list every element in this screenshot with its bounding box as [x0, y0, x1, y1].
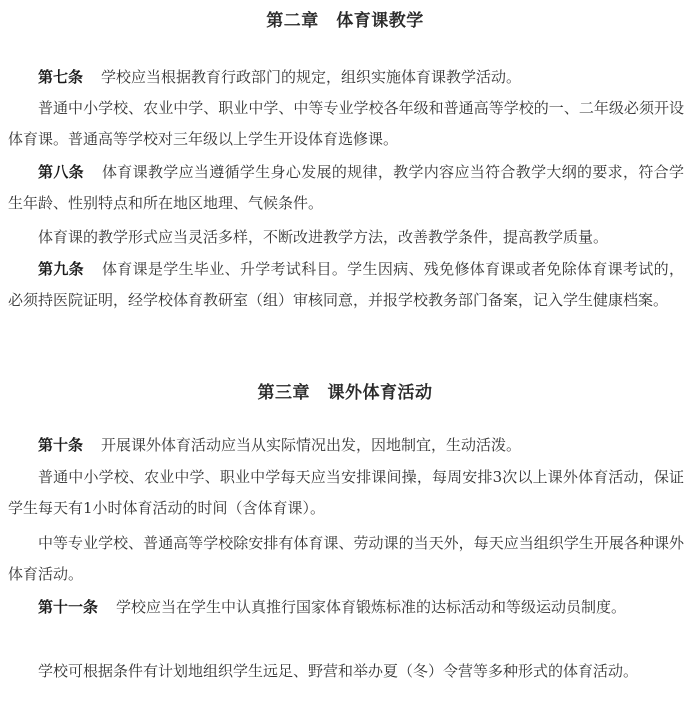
article-10-paragraph-3: 中等专业学校、普通高等学校除安排有体育课、劳动课的当天外，每天应当组织学生开展各种课外体育活动。: [8, 534, 684, 583]
article-7-label: 第七条: [38, 68, 84, 86]
article-10-paragraph-2: 普通中小学校、农业中学、职业中学每天应当安排课间操，每周安排3次以上课外体育活动，保证学生每天有1小时体育活动的时间（含体育课）。: [8, 468, 684, 517]
article-7: [8, 62, 684, 93]
article-11-label: 第十一条: [38, 598, 99, 616]
article-9-label: 第九条: [38, 260, 84, 278]
chapter-3-title: 第三章 课外体育活动: [257, 383, 433, 403]
article-11: [8, 592, 684, 623]
article-10-label: 第十条: [38, 436, 84, 454]
article-10-text: 开展课外体育活动应当从实际情况出发，因地制宜，生动活泼。: [101, 436, 522, 454]
article-8: [8, 157, 684, 219]
article-8-text: 体育课教学应当遵循学生身心发展的规律，教学内容应当符合教学大纲的要求，符合学生年龄、性别特点和所在地区地理、气候条件。: [8, 163, 684, 212]
article-8-paragraph-2: 体育课的教学形式应当灵活多样，不断改进教学方法，改善教学条件，提高教学质量。: [38, 228, 609, 246]
article-9-text: 体育课是学生毕业、升学考试科目。学生因病、残免修体育课或者免除体育课考试的，必须持医院证明，经学校体育教研室（组）审核同意，并报学校教务部门备案，记入学生健康档案。: [8, 260, 684, 309]
article-10: [8, 430, 684, 461]
article-7-text: 学校应当根据教育行政部门的规定，组织实施体育课教学活动。: [101, 68, 522, 86]
article-9: [8, 254, 684, 316]
article-8-label: 第八条: [38, 163, 84, 181]
article-11-text: 学校应当在学生中认真推行国家体育锻炼标准的达标活动和等级运动员制度。: [116, 598, 627, 616]
chapter-2-title: 第二章 体育课教学: [266, 11, 424, 31]
article-7-paragraph-2: 普通中小学校、农业中学、职业中学、中等专业学校各年级和普通高等学校的一、二年级必须开设体育课。普通高等学校对三年级以上学生开设体育选修课。: [8, 99, 684, 148]
article-11-paragraph-2: 学校可根据条件有计划地组织学生远足、野营和举办夏（冬）令营等多种形式的体育活动。: [38, 662, 639, 680]
